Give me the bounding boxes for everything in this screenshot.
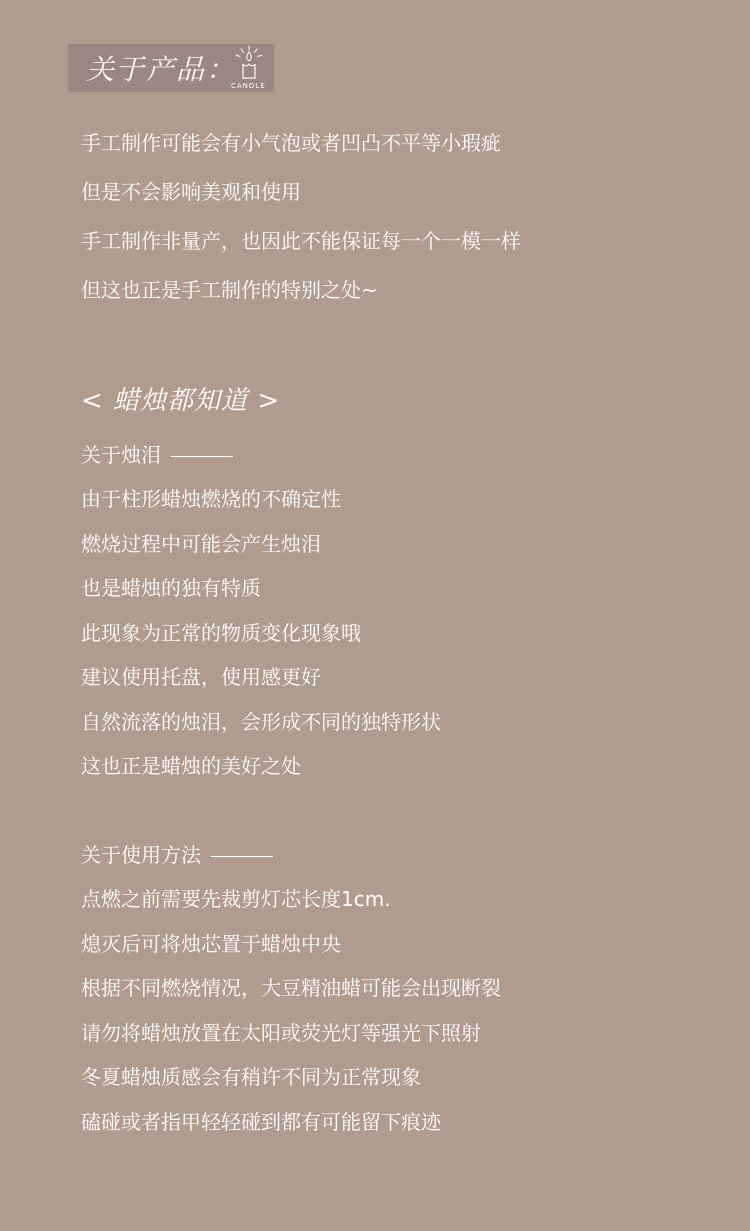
usage-heading-label: 关于使用方法	[81, 843, 201, 867]
tears-line-1: 由于柱形蜡烛燃烧的不确定性	[81, 487, 341, 511]
tears-line-2: 燃烧过程中可能会产生烛泪	[81, 532, 321, 556]
intro-line-2: 但是不会影响美观和使用	[81, 180, 301, 204]
tears-line-5: 建议使用托盘，使用感更好	[81, 665, 321, 689]
intro-line-1: 手工制作可能会有小气泡或者凹凸不平等小瑕疵	[81, 131, 501, 155]
usage-line-4: 请勿将蜡烛放置在太阳或荧光灯等强光下照射	[81, 1021, 481, 1045]
usage-line-2: 熄灭后可将烛芯置于蜡烛中央	[81, 932, 341, 956]
tears-line-3: 也是蜡烛的独有特质	[81, 576, 261, 600]
heading-divider	[171, 456, 233, 457]
tears-line-7: 这也正是蜡烛的美好之处	[81, 754, 301, 778]
tears-line-4: 此现象为正常的物质变化现象哦	[81, 621, 361, 645]
usage-line-5: 冬夏蜡烛质感会有稍许不同为正常现象	[81, 1065, 421, 1089]
tears-line-6: 自然流落的烛泪，会形成不同的独特形状	[81, 710, 441, 734]
usage-heading	[81, 843, 273, 867]
usage-line-1: 点燃之前需要先裁剪灯芯长度1cm.	[81, 887, 391, 911]
logo-text: CANDLE	[231, 82, 266, 90]
usage-line-3: 根据不同燃烧情况，大豆精油蜡可能会出现断裂	[81, 976, 501, 1000]
tears-heading-label: 关于烛泪	[81, 443, 161, 467]
heading-divider	[211, 856, 273, 857]
intro-line-4: 但这也正是手工制作的特别之处~	[81, 278, 378, 302]
tears-heading	[81, 443, 233, 467]
section-title: < 蜡烛都知道 >	[81, 386, 281, 416]
header-title: 关于产品：	[86, 53, 237, 86]
usage-line-6: 磕碰或者指甲轻轻碰到都有可能留下痕迹	[81, 1110, 441, 1134]
intro-line-3: 手工制作非量产，也因此不能保证每一个一模一样	[81, 229, 521, 253]
